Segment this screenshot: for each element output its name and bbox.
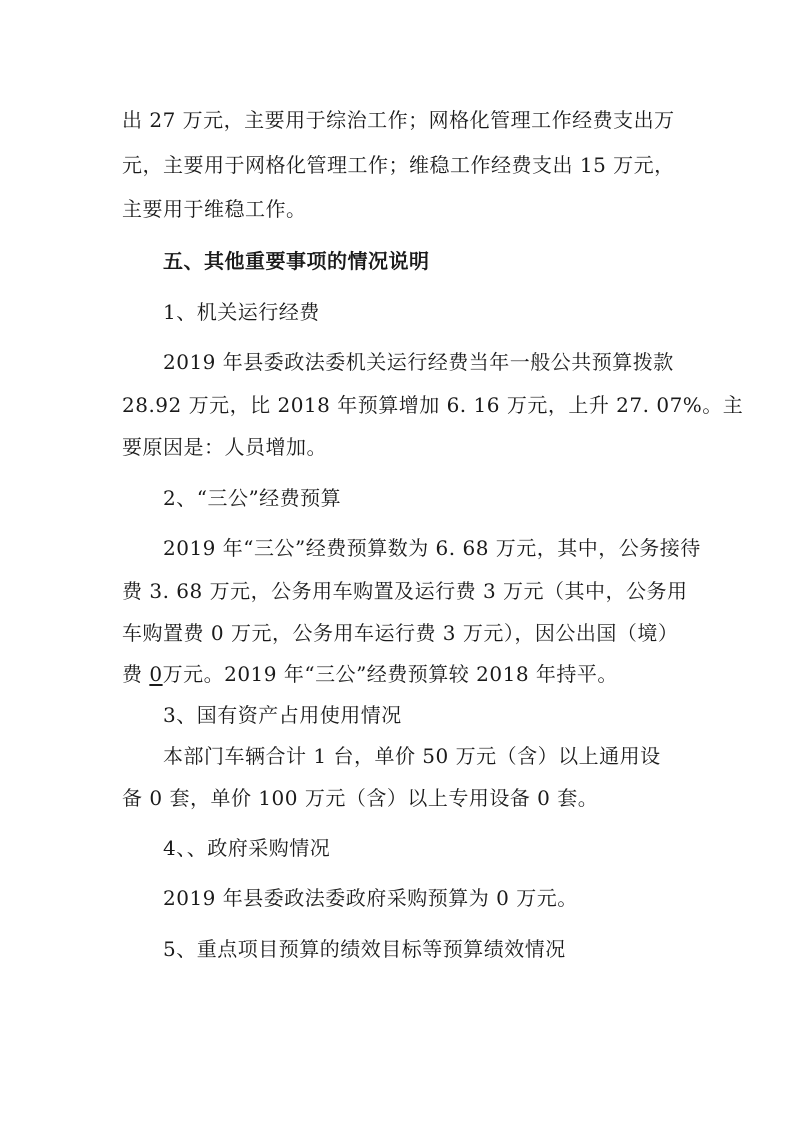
section-heading: 五、其他重要事项的情况说明: [163, 249, 430, 273]
item3-line: 本部门车辆合计 1 台，单价 50 万元（含）以上通用设: [163, 744, 661, 768]
item1-heading: 1、机关运行经费: [163, 300, 320, 324]
item2-line: 2019 年“三公”经费预算数为 6. 68 万元，其中，公务接待: [163, 536, 701, 560]
item2-line: 费 3. 68 万元，公务用车购置及运行费 3 万元（其中，公务用: [122, 579, 688, 603]
item4-heading: 4、、政府采购情况: [163, 836, 331, 860]
item5-heading: 5、重点项目预算的绩效目标等预算绩效情况: [163, 937, 566, 961]
paragraph-line: 出 27 万元，主要用于综治工作；网格化管理工作经费支出万: [122, 108, 675, 132]
item2-last-prefix: 费: [122, 662, 150, 686]
item1-line: 28.92 万元，比 2018 年预算增加 6. 16 万元，上升 27. 07%。主: [122, 393, 744, 417]
item3-line: 备 0 套，单价 100 万元（含）以上专用设备 0 套。: [122, 786, 599, 810]
paragraph-line: 元，主要用于网格化管理工作；维稳工作经费支出 15 万元，: [122, 153, 675, 177]
item1-line: 2019 年县委政法委机关运行经费当年一般公共预算拨款: [163, 350, 674, 374]
item1-line: 要原因是：人员增加。: [122, 435, 327, 459]
item4-line: 2019 年县委政法委政府采购预算为 0 万元。: [163, 886, 578, 910]
item2-last-suffix: 万元。2019 年“三公”经费预算较 2018 年持平。: [162, 662, 618, 686]
item2-underlined-value: 0: [149, 662, 163, 686]
item2-heading: 2、“三公”经费预算: [163, 486, 342, 510]
item3-heading: 3、国有资产占用使用情况: [163, 703, 402, 727]
item2-last-line: [122, 658, 618, 687]
paragraph-line: 主要用于维稳工作。: [122, 197, 307, 221]
item2-line: 车购置费 0 万元，公务用车运行费 3 万元），因公出国（境）: [122, 621, 679, 645]
